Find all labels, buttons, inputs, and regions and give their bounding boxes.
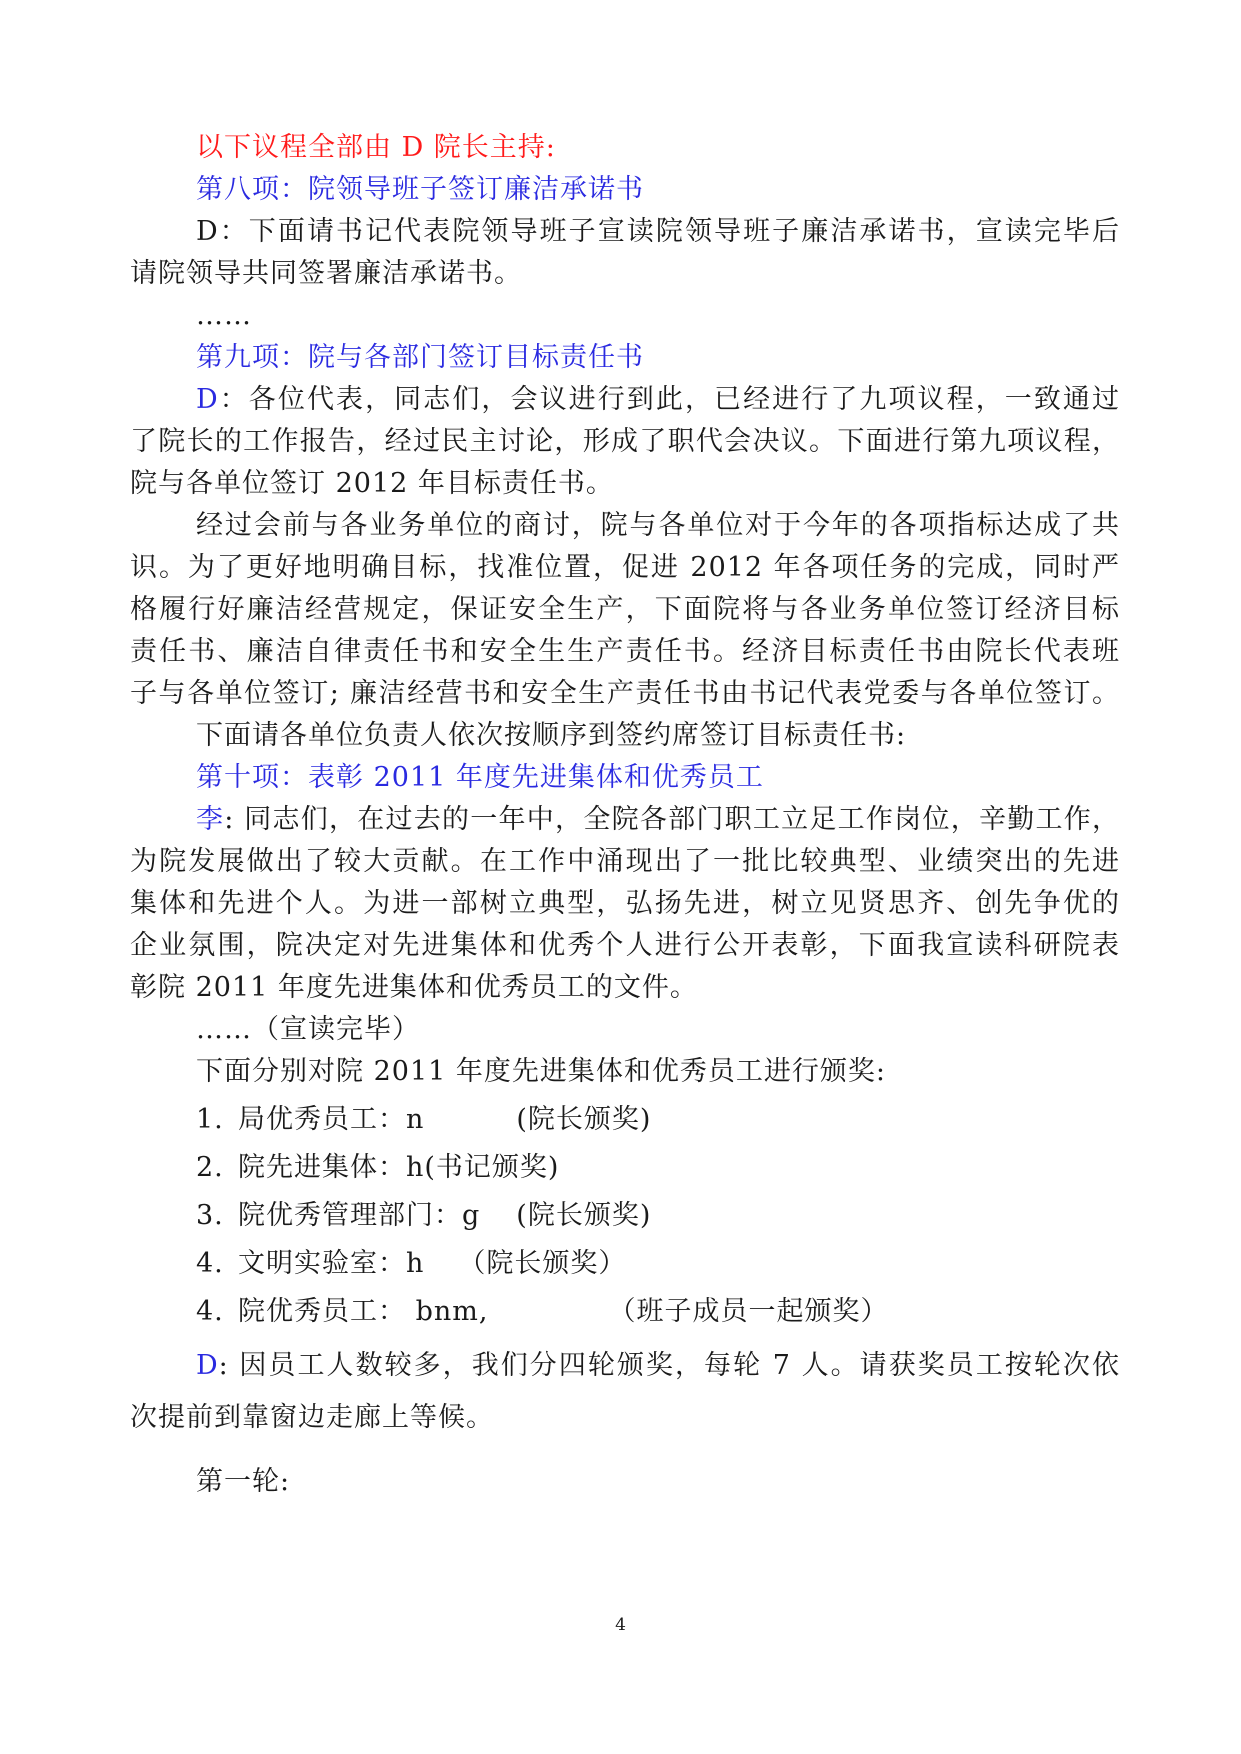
- paragraph-line: 了院长的工作报告，经过民主讨论，形成了职代会决议。下面进行第九项议程，: [130, 426, 1120, 457]
- paragraph-line: D: 因员工人数较多，我们分四轮颁奖，每轮 7 人。请获奖员工按轮次依: [196, 1350, 1120, 1381]
- paragraph-line: 请院领导共同签署廉洁承诺书。: [130, 258, 522, 289]
- paragraph-line: D：下面请书记代表院领导班子宣读院领导班子廉洁承诺书，宣读完毕后: [196, 216, 1120, 247]
- agenda-item-9-heading: 第九项：院与各部门签订目标责任书: [196, 342, 644, 373]
- award-item: 4. 文明实验室：h （院长颁奖）: [196, 1248, 627, 1279]
- paragraph-line: 下面请各单位负责人依次按顺序到签约席签订目标责任书:: [196, 720, 907, 751]
- paragraph-line: 企业氛围，院决定对先进集体和优秀个人进行公开表彰，下面我宣读科研院表: [130, 930, 1120, 961]
- paragraph-line: 彰院 2011 年度先进集体和优秀员工的文件。: [130, 972, 698, 1003]
- award-item: 4. 院优秀员工： bnm, （班子成员一起颁奖）: [196, 1296, 889, 1327]
- reading-finished-note: ……（宣读完毕）: [196, 1014, 420, 1045]
- speaker-label: D: [196, 1350, 219, 1381]
- paragraph-line: 责任书、廉洁自律责任书和安全生生产责任书。经济目标责任书由院长代表班: [130, 636, 1120, 667]
- paragraph-line: 李: 同志们，在过去的一年中，全院各部门职工立足工作岗位，辛勤工作，: [196, 804, 1120, 835]
- speaker-label: D: [196, 384, 219, 415]
- paragraph-line: 集体和先进个人。为进一部树立典型，弘扬先进，树立见贤思齐、创先争优的: [130, 888, 1120, 919]
- award-item: 2. 院先进集体：h(书记颁奖): [196, 1152, 560, 1183]
- paragraph-line: 识。为了更好地明确目标，找准位置，促进 2012 年各项任务的完成，同时严: [130, 552, 1120, 583]
- paragraph-line: 次提前到靠窗边走廊上等候。: [130, 1402, 494, 1433]
- paragraph-line: 经过会前与各业务单位的商讨，院与各单位对于今年的各项指标达成了共: [196, 510, 1120, 541]
- speaker-label: D: [196, 216, 219, 247]
- paragraph-line: 子与各单位签订; 廉洁经营书和安全生产责任书由书记代表党委与各单位签订。: [130, 678, 1120, 709]
- speaker-label: 李: [196, 804, 225, 835]
- page-number: 4: [615, 1615, 626, 1635]
- ellipsis-line: ……: [196, 300, 252, 331]
- paragraph-line: 格履行好廉洁经营规定，保证安全生产，下面院将与各业务单位签订经济目标: [130, 594, 1120, 625]
- agenda-item-8-heading: 第八项：院领导班子签订廉洁承诺书: [196, 174, 644, 205]
- round-label: 第一轮:: [196, 1466, 291, 1497]
- paragraph-line: 院与各单位签订 2012 年目标责任书。: [130, 468, 614, 499]
- moderator-note: 以下议程全部由 D 院长主持:: [196, 132, 556, 163]
- paragraph-line: D：各位代表，同志们，会议进行到此，已经进行了九项议程，一致通过: [196, 384, 1120, 415]
- award-item: 3. 院优秀管理部门：g (院长颁奖): [196, 1200, 652, 1231]
- paragraph-line: 为院发展做出了较大贡献。在工作中涌现出了一批比较典型、业绩突出的先进: [130, 846, 1120, 877]
- paragraph-line: 下面分别对院 2011 年度先进集体和优秀员工进行颁奖:: [196, 1056, 886, 1087]
- agenda-item-10-heading: 第十项：表彰 2011 年度先进集体和优秀员工: [196, 762, 764, 793]
- award-item: 1. 局优秀员工：n (院长颁奖): [196, 1104, 652, 1135]
